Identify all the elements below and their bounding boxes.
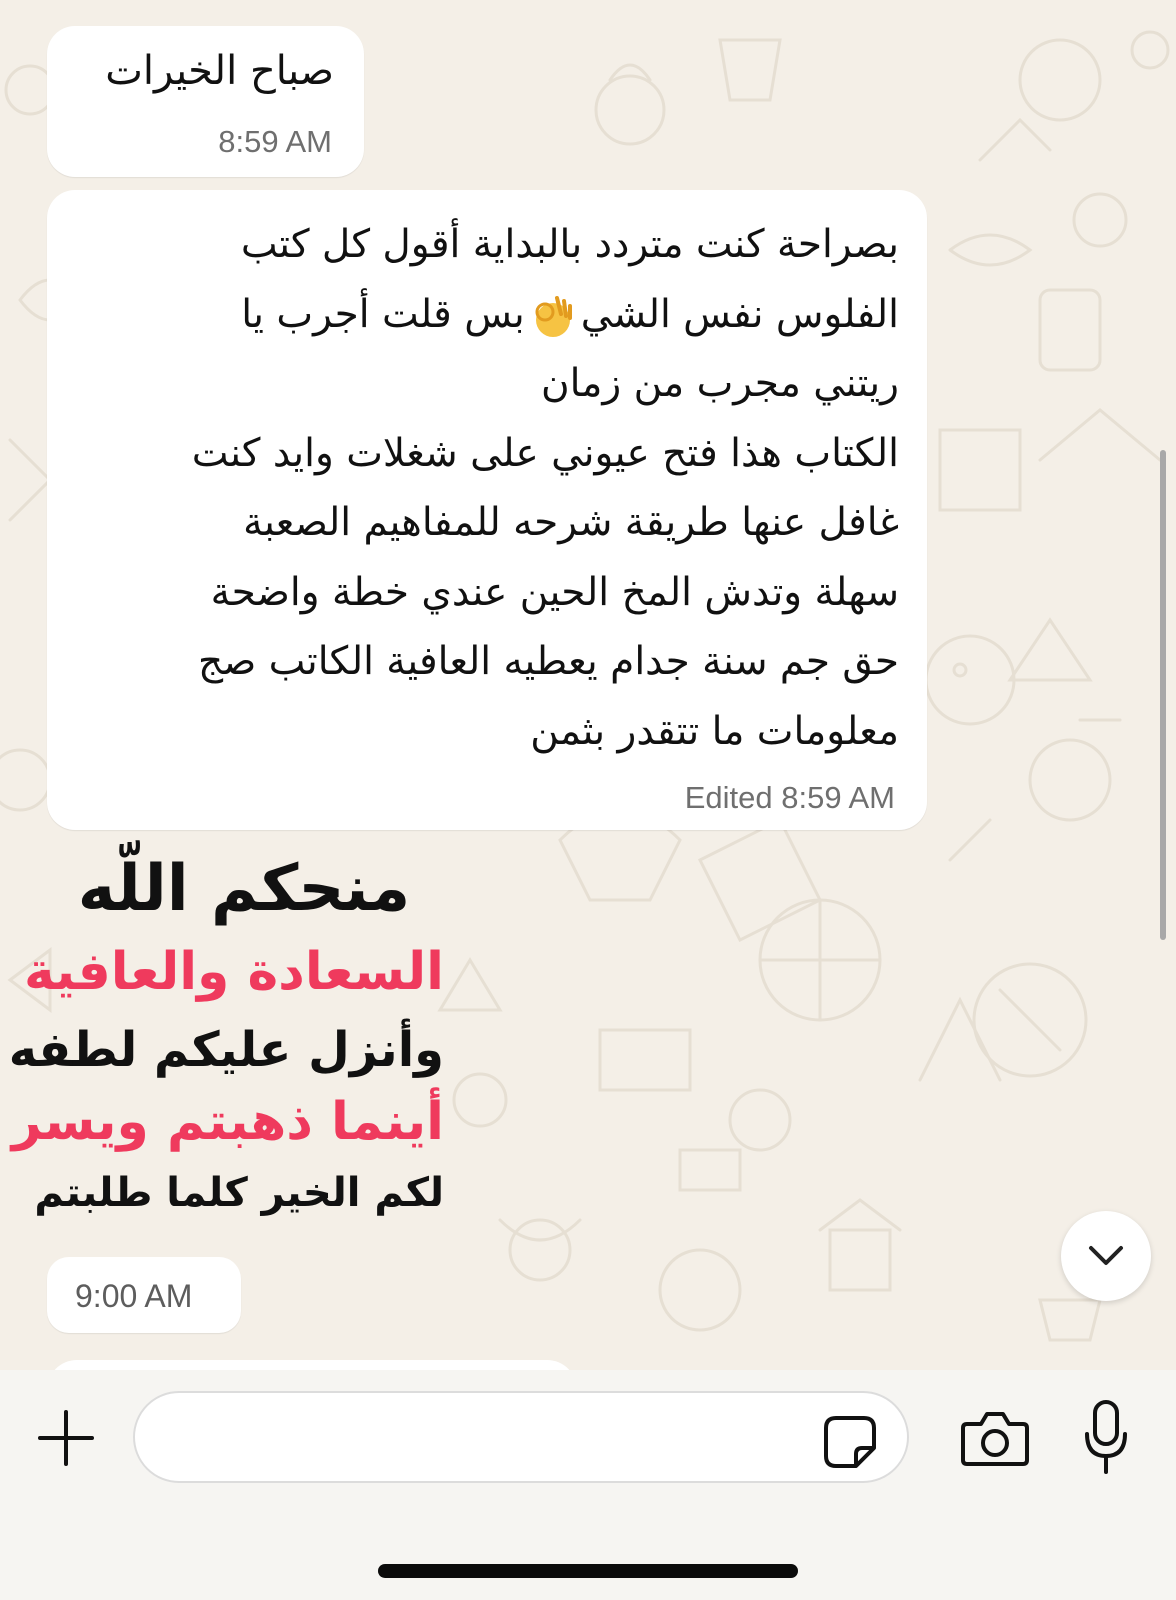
sticker-time-badge [47,1257,241,1333]
message-line: بصراحة كنت متردد بالبداية أقول كل كتب [240,222,899,267]
message-text [79,210,899,766]
sticker-icon[interactable] [822,1414,878,1470]
message-line: سهلة وتدش المخ الحين عندي خطة واضحة [210,569,899,615]
message-line: ريتني مجرب من زمان [540,361,899,406]
message-line-part: الفلوس نفس الشي [580,291,899,337]
sticker-line: السعادة والعافية [24,942,444,1002]
message-time: 9:00 AM [75,1278,193,1314]
message-input[interactable] [133,1391,909,1483]
plus-icon[interactable] [36,1408,96,1468]
sticker-message[interactable] [8,852,444,1216]
message-line: حق جم سنة جدام يعطيه العافية الكاتب صج [197,639,899,684]
message-line [79,280,899,350]
scroll-to-bottom-button[interactable] [1061,1211,1151,1301]
microphone-icon[interactable] [1083,1400,1129,1476]
message-time: Edited 8:59 AM [684,780,895,815]
message-bubble[interactable] [47,190,927,830]
ok-hand-emoji [531,292,575,340]
message-line: غافل عنها طريقة شرحه للمفاهيم الصعبة [243,500,899,545]
sticker-line: وأنزل عليكم لطفه [8,1022,444,1078]
scrollbar[interactable] [1160,450,1166,940]
camera-icon[interactable] [961,1410,1029,1468]
next-message-bubble[interactable] [47,1360,577,1370]
message-line-part: بس قلت أجرب يا [241,291,525,337]
sticker-line: لكم الخير كلما طلبتم [34,1170,444,1216]
chevron-down-icon [1086,1243,1126,1269]
message-bubble[interactable] [47,26,364,177]
home-indicator[interactable] [378,1564,798,1578]
message-line: الكتاب هذا فتح عيوني على شغلات وايد كنت [191,430,899,476]
message-input-field[interactable] [159,1409,803,1467]
message-text: صباح الخيرات [105,48,334,94]
sticker-line: أينما ذهبتم ويسر [11,1092,444,1152]
sticker-line: منحكم اللّه [77,852,411,926]
message-time: 8:59 AM [218,124,332,159]
message-line: معلومات ما تتقدر بثمن [530,708,899,754]
